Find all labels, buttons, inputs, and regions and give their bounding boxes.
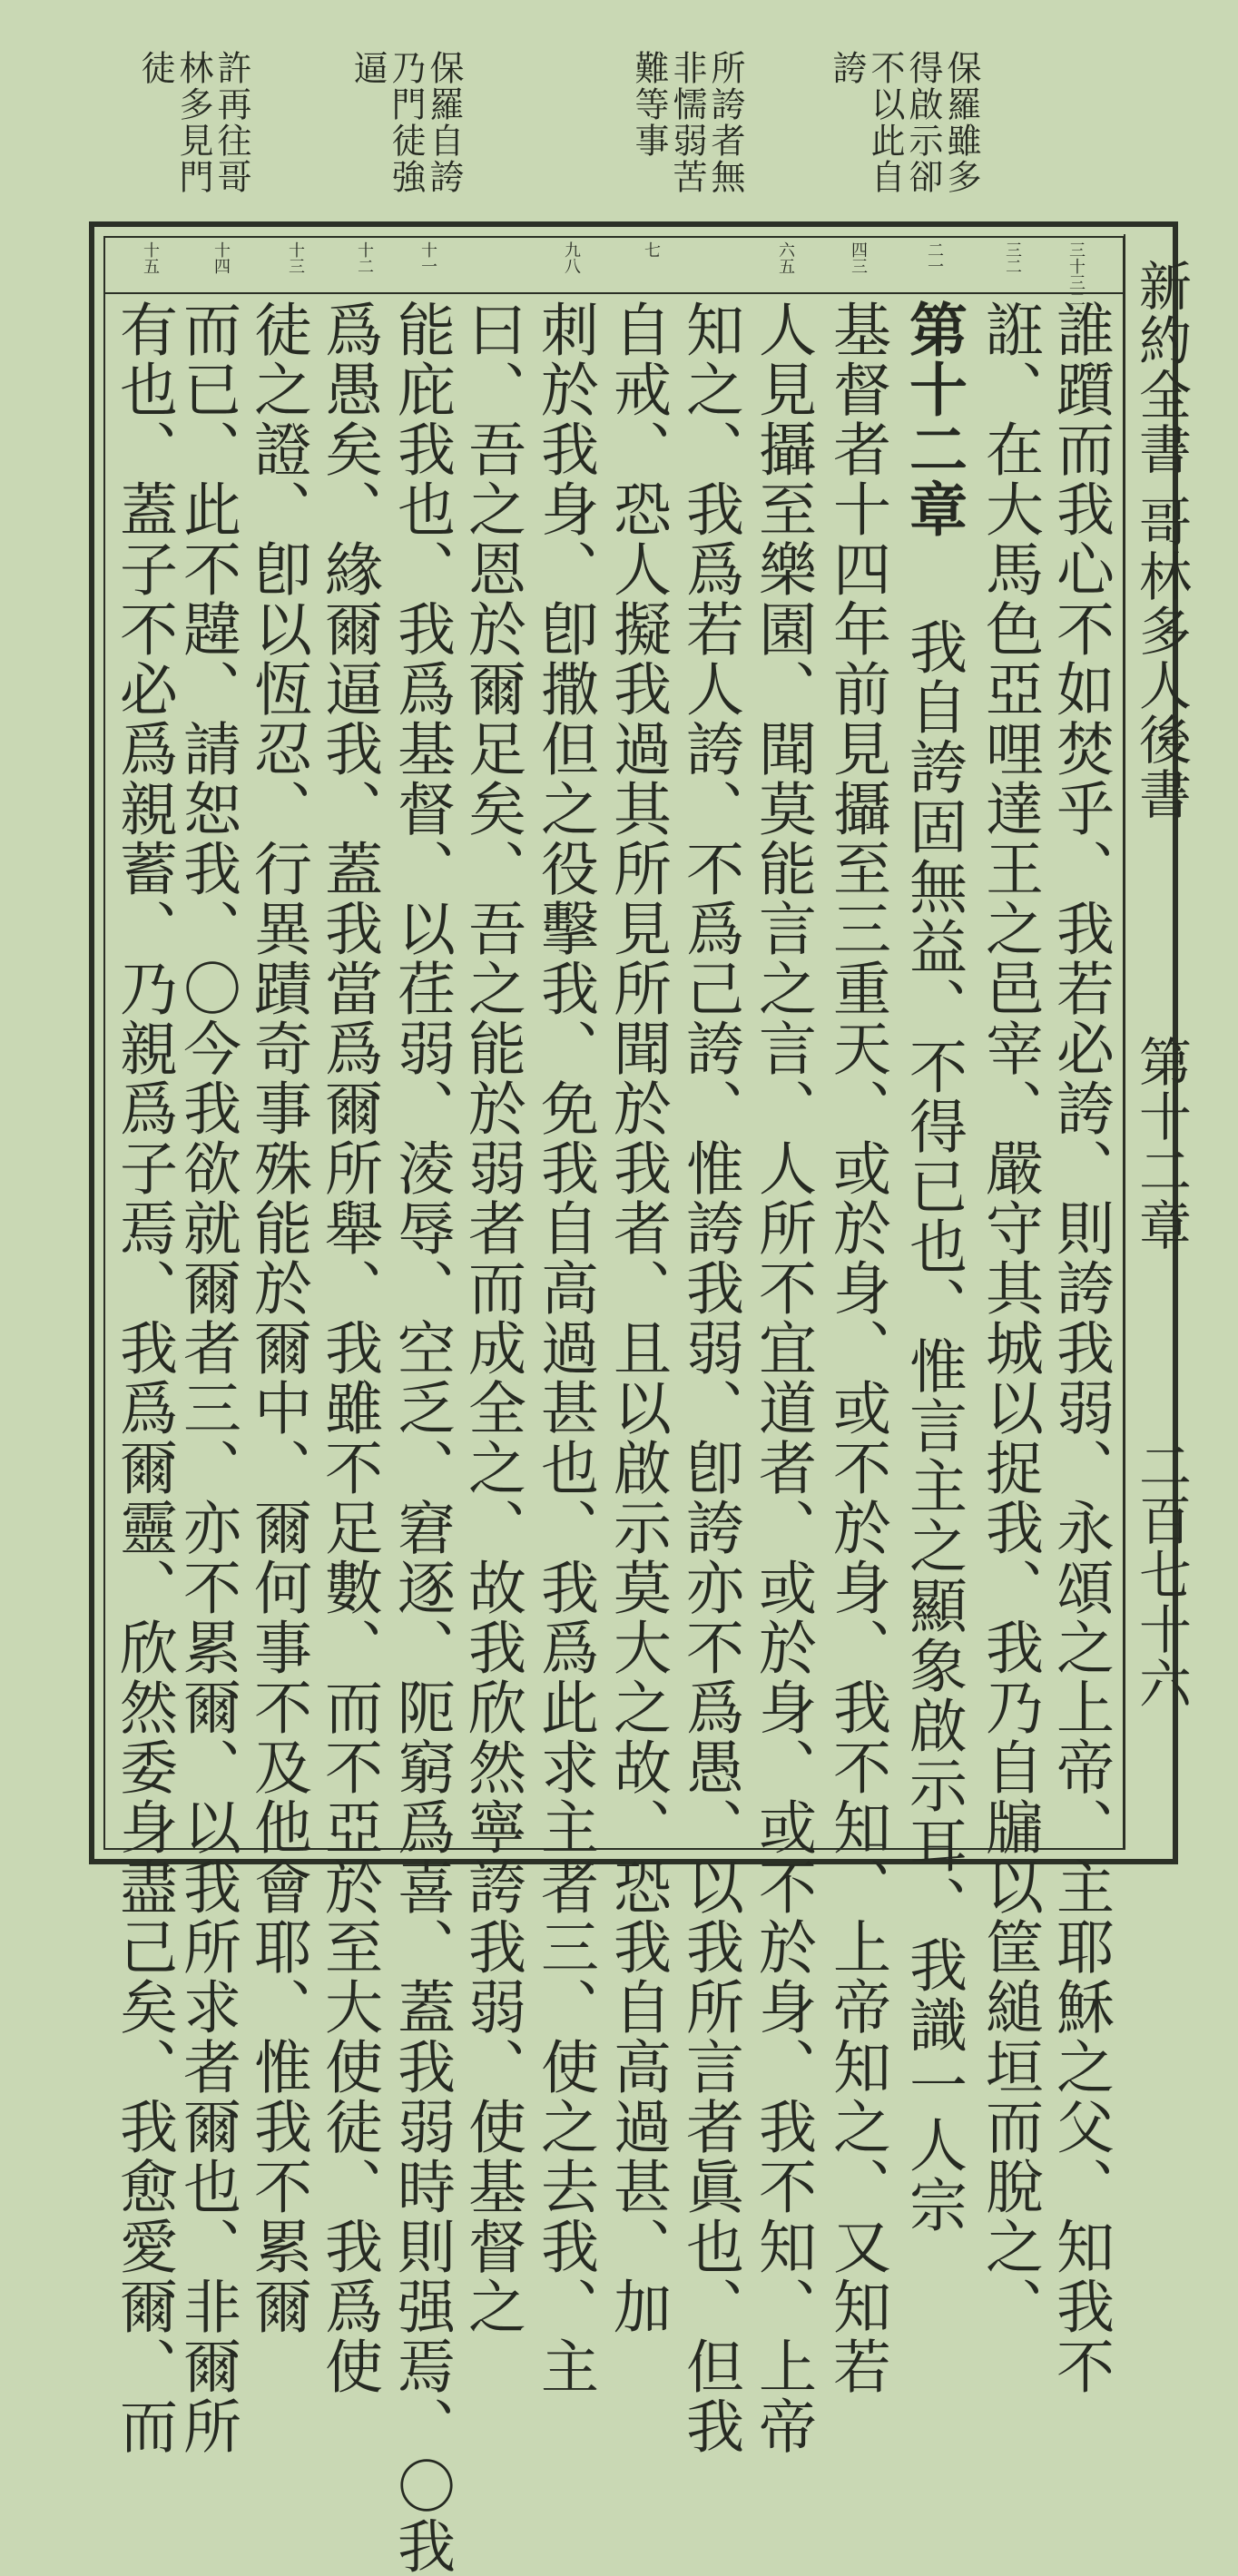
margin-note-line: 許再往哥 (211, 50, 251, 195)
verse-number: 十三 (286, 241, 305, 274)
margin-note-line: 難等事 (629, 50, 669, 159)
text-column: 有也、蓋子不必爲親蓄、乃親爲子焉、我爲爾靈、欣然委身盡己矣、我愈愛爾、而 (110, 300, 177, 2456)
text-column: 自戒、恐人擬我過其所見所聞於我者、且以啟示莫大之故、恐我自高過甚、加 (604, 300, 671, 2336)
chapter-label: 第十二章 (1130, 1035, 1192, 1253)
verse-number: 七 (642, 241, 661, 258)
text-column: 曰、吾之恩於爾足矣、吾之能於弱者而成全之、故我欣然寧誇我弱、使基督之 (458, 300, 526, 2336)
verse-number: 十二 (355, 241, 374, 274)
text-column: 能庇我也、我爲基督、以荏弱、淩辱、空乏、窘逐、阨窮爲喜、蓋我弱時則强焉、〇我 (388, 300, 455, 2576)
text-column: 徒之證、卽以恆忍、行異蹟奇事殊能於爾中、爾何事不及他會耶、惟我不累爾 (244, 300, 311, 2336)
verse-number: 十四 (211, 241, 231, 274)
margin-note-line: 得啟示卻 (903, 50, 943, 195)
margin-note-line: 林多見門 (173, 50, 213, 195)
verse-number: 十一 (418, 241, 437, 274)
margin-note-line: 不以此自 (865, 50, 905, 195)
margin-note-line: 所誇者無 (705, 50, 745, 195)
verse-number: 十五 (141, 241, 160, 274)
text-column: 人見攝至樂園、聞莫能言之言、人所不宜道者、或於身、或不於身、我不知、上帝 (749, 300, 816, 2456)
margin-note-line: 保羅雖多 (941, 50, 981, 195)
verse-number: 三十三二 (1066, 241, 1086, 307)
text-column: 誰躓而我心不如焚乎、我若必誇、則誇我弱、永頌之上帝、主耶穌之父、知我不 (1046, 300, 1114, 2396)
margin-note-line: 逼 (348, 50, 388, 86)
text-column: 爲愚矣、緣爾逼我、蓋我當爲爾所舉、我雖不足數、而不亞於至大使徒、我爲使 (315, 300, 382, 2396)
margin-note-line: 徒 (135, 50, 175, 86)
text-column: 基督者十四年前見攝至三重天、或於身、或不於身、我不知、上帝知之、又知若 (823, 300, 890, 2396)
margin-note-line: 誇 (827, 50, 867, 86)
verse-number-rule (103, 292, 1125, 294)
page-number: 二百七十六 (1130, 1439, 1192, 1711)
text-column: 知之、我爲若人誇、不爲己誇、惟誇我弱、卽誇亦不爲愚、以我所言者眞也、但我 (676, 300, 743, 2456)
text-column: 刺於我身、卽撒但之役擊我、免我自高過甚也、我爲此求主者三、使之去我、主 (531, 300, 598, 2396)
verse-number: 九八 (562, 241, 581, 274)
book-title: 新約全書 (1130, 259, 1192, 477)
verse-number: 四三 (849, 241, 868, 274)
text-column: 而已、此不韙、請恕我、〇今我欲就爾者三、亦不累爾、以我所求者爾也、非爾所 (173, 300, 241, 2456)
verse-number: 三二 (1003, 241, 1022, 274)
verse-number: 六五 (776, 241, 795, 274)
margin-note-line: 非懦弱苦 (667, 50, 707, 195)
verse-number: 二一 (925, 241, 944, 274)
chapter-heading: 第十二章 (899, 300, 968, 539)
margin-note-line: 乃門徒強 (386, 50, 426, 195)
epistle-title: 哥林多人後書 (1130, 495, 1192, 821)
side-rule (1124, 234, 1125, 1850)
chapter-text: 我自誇固無益、不得已也、惟言主之顯象啟示耳、我識一人宗 (899, 617, 967, 2235)
text-column: 誑、在大馬色亞哩達王之邑宰、嚴守其城以捉我、我乃自牖以筐縋垣而脫之、 (976, 300, 1043, 2336)
margin-note-line: 保羅自誇 (424, 50, 464, 195)
